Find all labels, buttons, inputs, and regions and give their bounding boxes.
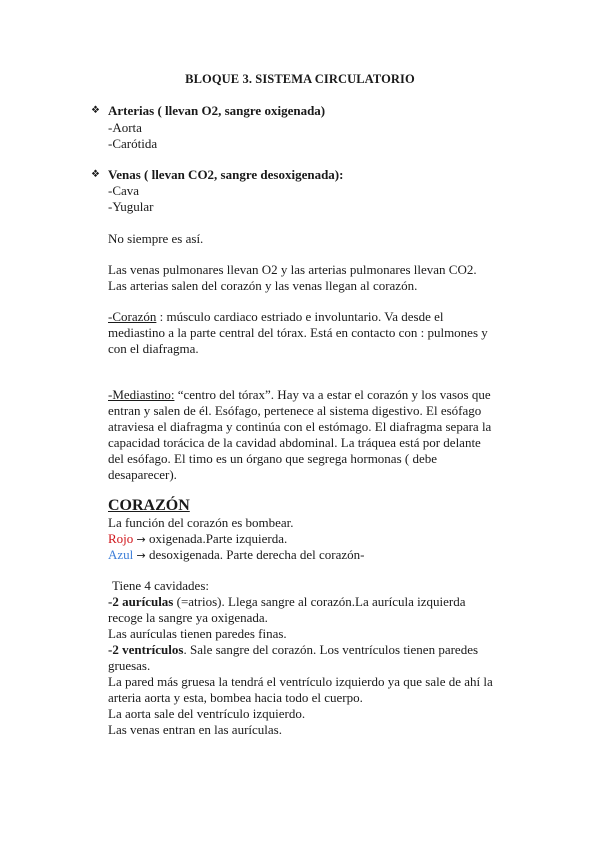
ventriculos-line: arteria aorta y esta, bombea hacia todo el cuerpo. (108, 690, 363, 705)
rojo-text: oxigenada.Parte izquierda. (145, 531, 288, 546)
auriculas-line: recoge la sangre ya oxigenada. (108, 610, 268, 625)
venas-heading: Venas ( llevan CO2, sangre desoxigenada): (108, 167, 344, 182)
venas-item: -Cava (108, 183, 140, 198)
mediastino-line: del esófago. El timo es un órgano que segrega hormonas ( debe (108, 451, 437, 466)
paragraph-line: Las arterias salen del corazón y las venas llegan al corazón. (108, 278, 418, 293)
auriculas-line: Las aurículas tienen paredes finas. (108, 626, 287, 641)
corazon-term: -Corazón (108, 309, 157, 324)
ventriculos-term: -2 ventrículos (108, 642, 184, 657)
ventriculos-line: La pared más gruesa la tendrá el ventrículo izquierdo ya que sale de ahí la (108, 674, 493, 689)
auriculas-term: -2 aurículas (108, 594, 174, 609)
corazon-definition-line: con el diafragma. (108, 341, 199, 356)
diamond-bullet-icon: ❖ (91, 105, 100, 116)
corazon-definition-line: mediastino a la parte central del tórax. Está en contacto con : pulmones y (108, 325, 488, 340)
arterias-heading: Arterias ( llevan O2, sangre oxigenada) (108, 103, 326, 118)
mediastino-term: -Mediastino: (108, 387, 175, 402)
ventriculos-line: gruesas. (108, 658, 151, 673)
azul-label: Azul (108, 547, 134, 562)
cavidades-line: Tiene 4 cavidades: (112, 578, 209, 593)
auriculas-line (108, 594, 465, 611)
ventriculos-line: Las venas entran en las aurículas. (108, 722, 282, 737)
arrow-right-icon: → (136, 533, 146, 546)
arterias-item: -Aorta (108, 120, 142, 135)
auriculas-text: (=atrios). Llega sangre al corazón.La aurícula izquierda (173, 594, 466, 609)
ventriculos-line: La aorta sale del ventrículo izquierdo. (108, 706, 306, 721)
rojo-label: Rojo (108, 531, 134, 546)
ventriculos-line (108, 642, 478, 659)
paragraph-line: Las venas pulmonares llevan O2 y las arterias pulmonares llevan CO2. (108, 262, 477, 277)
corazon-definition-line (108, 309, 444, 326)
funcion-line: La función del corazón es bombear. (108, 515, 294, 530)
mediastino-line: capacidad torácica de la cavidad abdominal. La tráquea está por delante (108, 435, 481, 450)
arterias-item: -Carótida (108, 136, 158, 151)
venas-item: -Yugular (108, 199, 154, 214)
mediastino-line: desaparecer). (108, 467, 177, 482)
diamond-bullet-icon: ❖ (91, 169, 100, 180)
arrow-right-icon: → (136, 549, 146, 562)
mediastino-line: entran y salen de él. Esófago, pertenece al sistema digestivo. El esófago (108, 403, 482, 418)
azul-line (108, 547, 364, 565)
mediastino-line (108, 387, 491, 404)
paragraph-no-siempre: No siempre es así. (108, 231, 204, 246)
corazon-def-text: : músculo cardiaco estriado e involuntario. Va desde el (156, 309, 444, 324)
page-title: BLOQUE 3. SISTEMA CIRCULATORIO (185, 72, 415, 86)
mediastino-line: atraviesa el diafragma y continúa con el estómago. El diafragma separa la (108, 419, 492, 434)
section-heading-corazon: CORAZÓN (108, 497, 190, 514)
mediastino-text: “centro del tórax”. Hay va a estar el corazón y los vasos que (174, 387, 491, 402)
azul-text: desoxigenada. Parte derecha del corazón- (145, 547, 365, 562)
ventriculos-text: . Sale sangre del corazón. Los ventrículos tienen paredes (183, 642, 479, 657)
rojo-line (108, 531, 287, 549)
